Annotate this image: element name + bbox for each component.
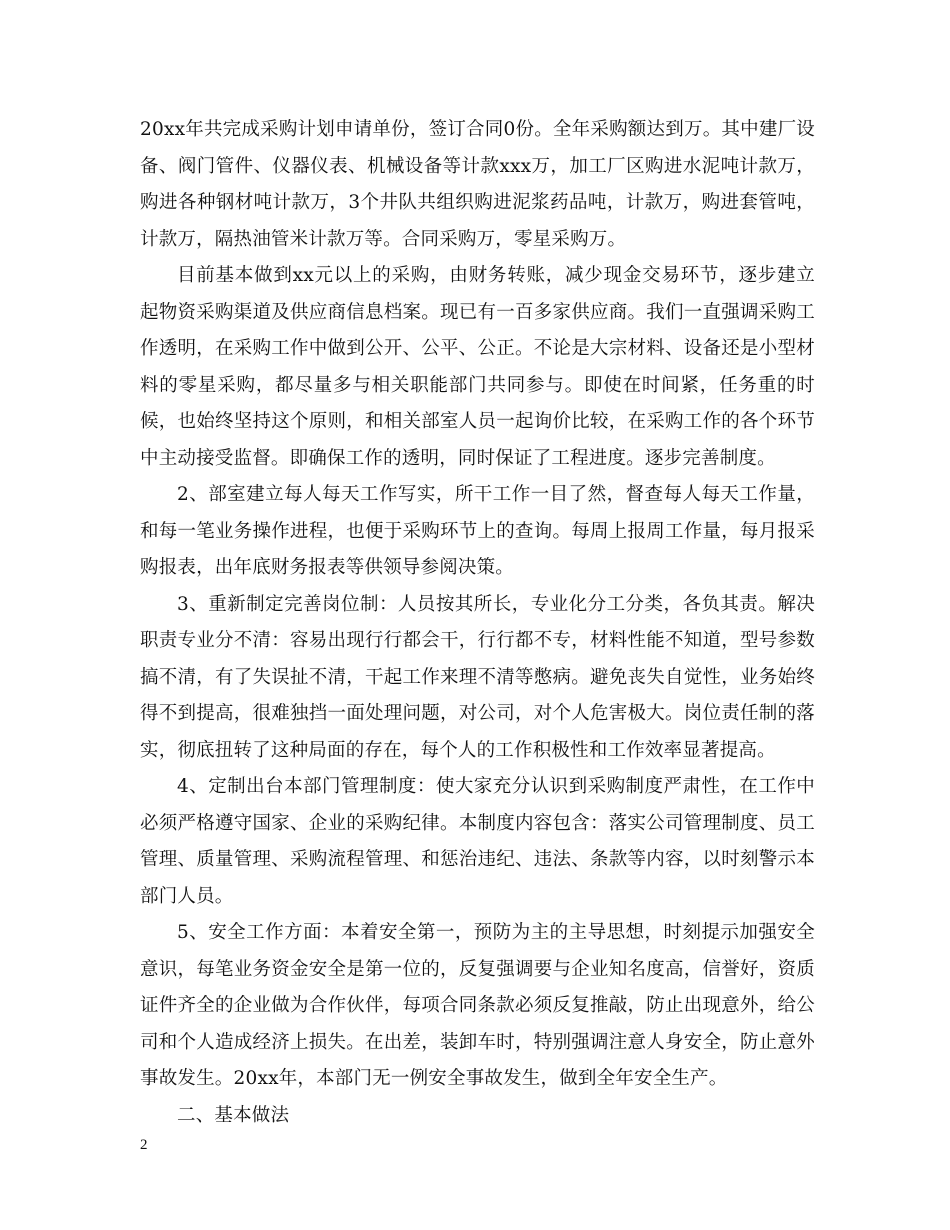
document-body — [140, 112, 815, 1134]
paragraph-item-2: 2、部室建立每人每天工作写实，所干工作一目了然，督查每人每天工作量，和每一笔业务操作进程，也便于采购环节上的查询。每周上报周工作量，每月报采购报表，出年底财务报表等供领导参阅决策。 — [140, 484, 815, 578]
page-number: 2 — [140, 1137, 148, 1153]
paragraph-item-4: 4、定制出台本部门管理制度：使大家充分认识到采购制度严肃性，在工作中必须严格遵守国家、企业的采购纪律。本制度内容包含：落实公司管理制度、员工管理、质量管理、采购流程管理、和惩治违纪、违法、条款等内容，以时刻警示本部门人员。 — [140, 776, 815, 907]
paragraph-transparency: 目前基本做到xx元以上的采购，由财务转账，减少现金交易环节，逐步建立起物资采购渠道及供应商信息档案。现已有一百多家供应商。我们一直强调采购工作透明，在采购工作中做到公开、公平、公正。不论是大宗材料、设备还是小型材料的零星采购，都尽量多与相关职能部门共同参与。即使在时间紧，任务重的时候，也始终坚持这个原则，和相关部室人员一起询价比较，在采购工作的各个环节中主动接受监督。即确保工作的透明，同时保证了工程进度。逐步完善制度。 — [140, 265, 815, 469]
section-heading-basic-methods: 二、基本做法 — [177, 1104, 290, 1126]
paragraph-item-5: 5、安全工作方面：本着安全第一，预防为主的主导思想，时刻提示加强安全意识，每笔业务资金安全是第一位的，反复强调要与企业知名度高，信誉好，资质证件齐全的企业做为合作伙伴，每项合同条款必须反复推敲，防止出现意外，给公司和个人造成经济上损失。在出差，装卸车时，特别强调注意人身安全，防止意外事故发生。20xx年，本部门无一例安全事故发生，做到全年安全生产。 — [140, 922, 815, 1089]
paragraph-procurement-summary: 20xx年共完成采购计划申请单份，签订合同0份。全年采购额达到万。其中建厂设备、阀门管件、仪器仪表、机械设备等计款xxx万，加工厂区购进水泥吨计款万，购进各种钢材吨计款万，3个井队共组织购进泥浆药品吨，计款万，购进套管吨，计款万，隔热油管米计款万等。合同采购万，零星采购万。 — [140, 119, 815, 250]
paragraph-item-3: 3、重新制定完善岗位制：人员按其所长，专业化分工分类，各负其责。解决职责专业分不清：容易出现行行都会干，行行都不专，材料性能不知道，型号参数搞不清，有了失误扯不清，干起工作来理不清等憋病。避免丧失自觉性，业务始终得不到提高，很难独挡一面处理问题，对公司，对个人危害极大。岗位责任制的落实，彻底扭转了这种局面的存在，每个人的工作积极性和工作效率显著提高。 — [140, 593, 815, 761]
